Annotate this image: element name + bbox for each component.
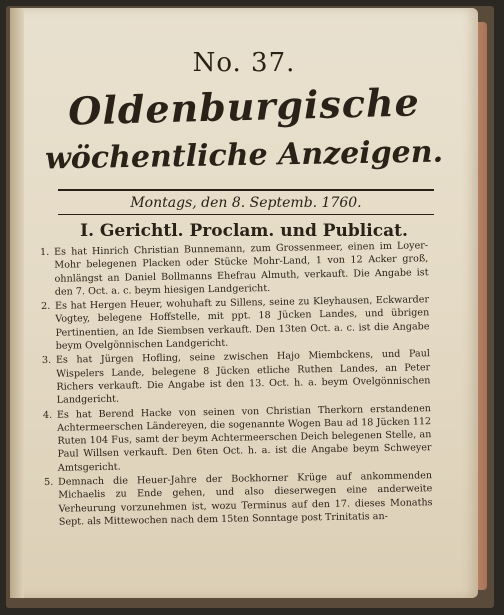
item-text: Es hat Berend Hacke von seinen von Christian Therkorn erstandenen Achtermeerschen Ländereyen, die sogenannte Wogen Bau ad 18 Jücken 112 Ruten 104 Fus, samt der beym Achtermeerschen Deich belegenen Stelle, an Paul Willsen verkauft. Den 6ten Oct. h. a. ist die Angabe beym Schweyer Amtsgericht. — [56, 402, 432, 474]
list-item — [42, 348, 431, 408]
dateline: Montags, den 8. Septemb. 1760. — [130, 195, 362, 211]
masthead-title: Oldenburgische — [67, 79, 421, 134]
masthead-subtitle: wöchentliche Anzeigen. — [44, 134, 444, 177]
item-text: Es hat Hergen Heuer, wohuhaft zu Sillens, seine zu Kleyhausen, Eckwarder Vogtey, belegene Hoffstelle, mit ppt. 18 Jücken Landes, und übrigen Pertinentien, an Ide Siembsen verkauft. Den 13ten Oct. a. c. ist die Angabe beym Ovelgönnischen Landgericht. — [54, 294, 430, 352]
item-text: Es hat Hinrich Christian Bunnemann, zum Grossenmeer, einen im Loyer-Mohr belegenen Placken oder Stücke Mohr-Land, 1 von 12 Acker groß, ohnlängst an Daniel Bollmanns Ehefrau Almuth, verkauft. Die Angabe ist den 7. Oct. a. c. beym hiesigen Landgericht. — [54, 240, 429, 298]
newspaper-page — [10, 8, 478, 598]
item-text: Es hat Jürgen Hofling, seine zwischen Hajo Miembckens, und Paul Wispelers Lande, belegene 8 Jücken etliche Ruthen Landes, an Peter Richers verkauft. Die Angabe ist den 13. Oct. h. a. beym Ovelgönnischen Landgericht. — [55, 348, 431, 406]
item-number: 5. — [44, 476, 54, 489]
item-number: 3. — [41, 355, 52, 367]
top-rule — [58, 189, 434, 191]
item-number: 1. — [40, 246, 50, 258]
section-title: I. Gerichtl. Proclam. und Publicat. — [80, 221, 408, 241]
list-item — [44, 469, 433, 529]
item-text: Demnach die Heuer-Jahre der Bockhorner Krüge auf ankommenden Michaelis zu Ende gehen, und also dieserwegen eine anderweite Verheurung vorzunehmen ist, wozu Terminus auf den 17. dieses Monaths Sept. als Mittewochen nach dem 15ten Sonntage post Trinitatis an- — [58, 470, 433, 528]
item-number: 4. — [42, 409, 53, 421]
list-item — [40, 239, 429, 299]
list-item — [41, 293, 430, 353]
bottom-rule — [58, 214, 434, 215]
notice-list — [40, 239, 433, 530]
issue-number: No. 37. — [192, 48, 296, 78]
item-number: 2. — [40, 301, 51, 313]
list-item — [43, 402, 432, 475]
